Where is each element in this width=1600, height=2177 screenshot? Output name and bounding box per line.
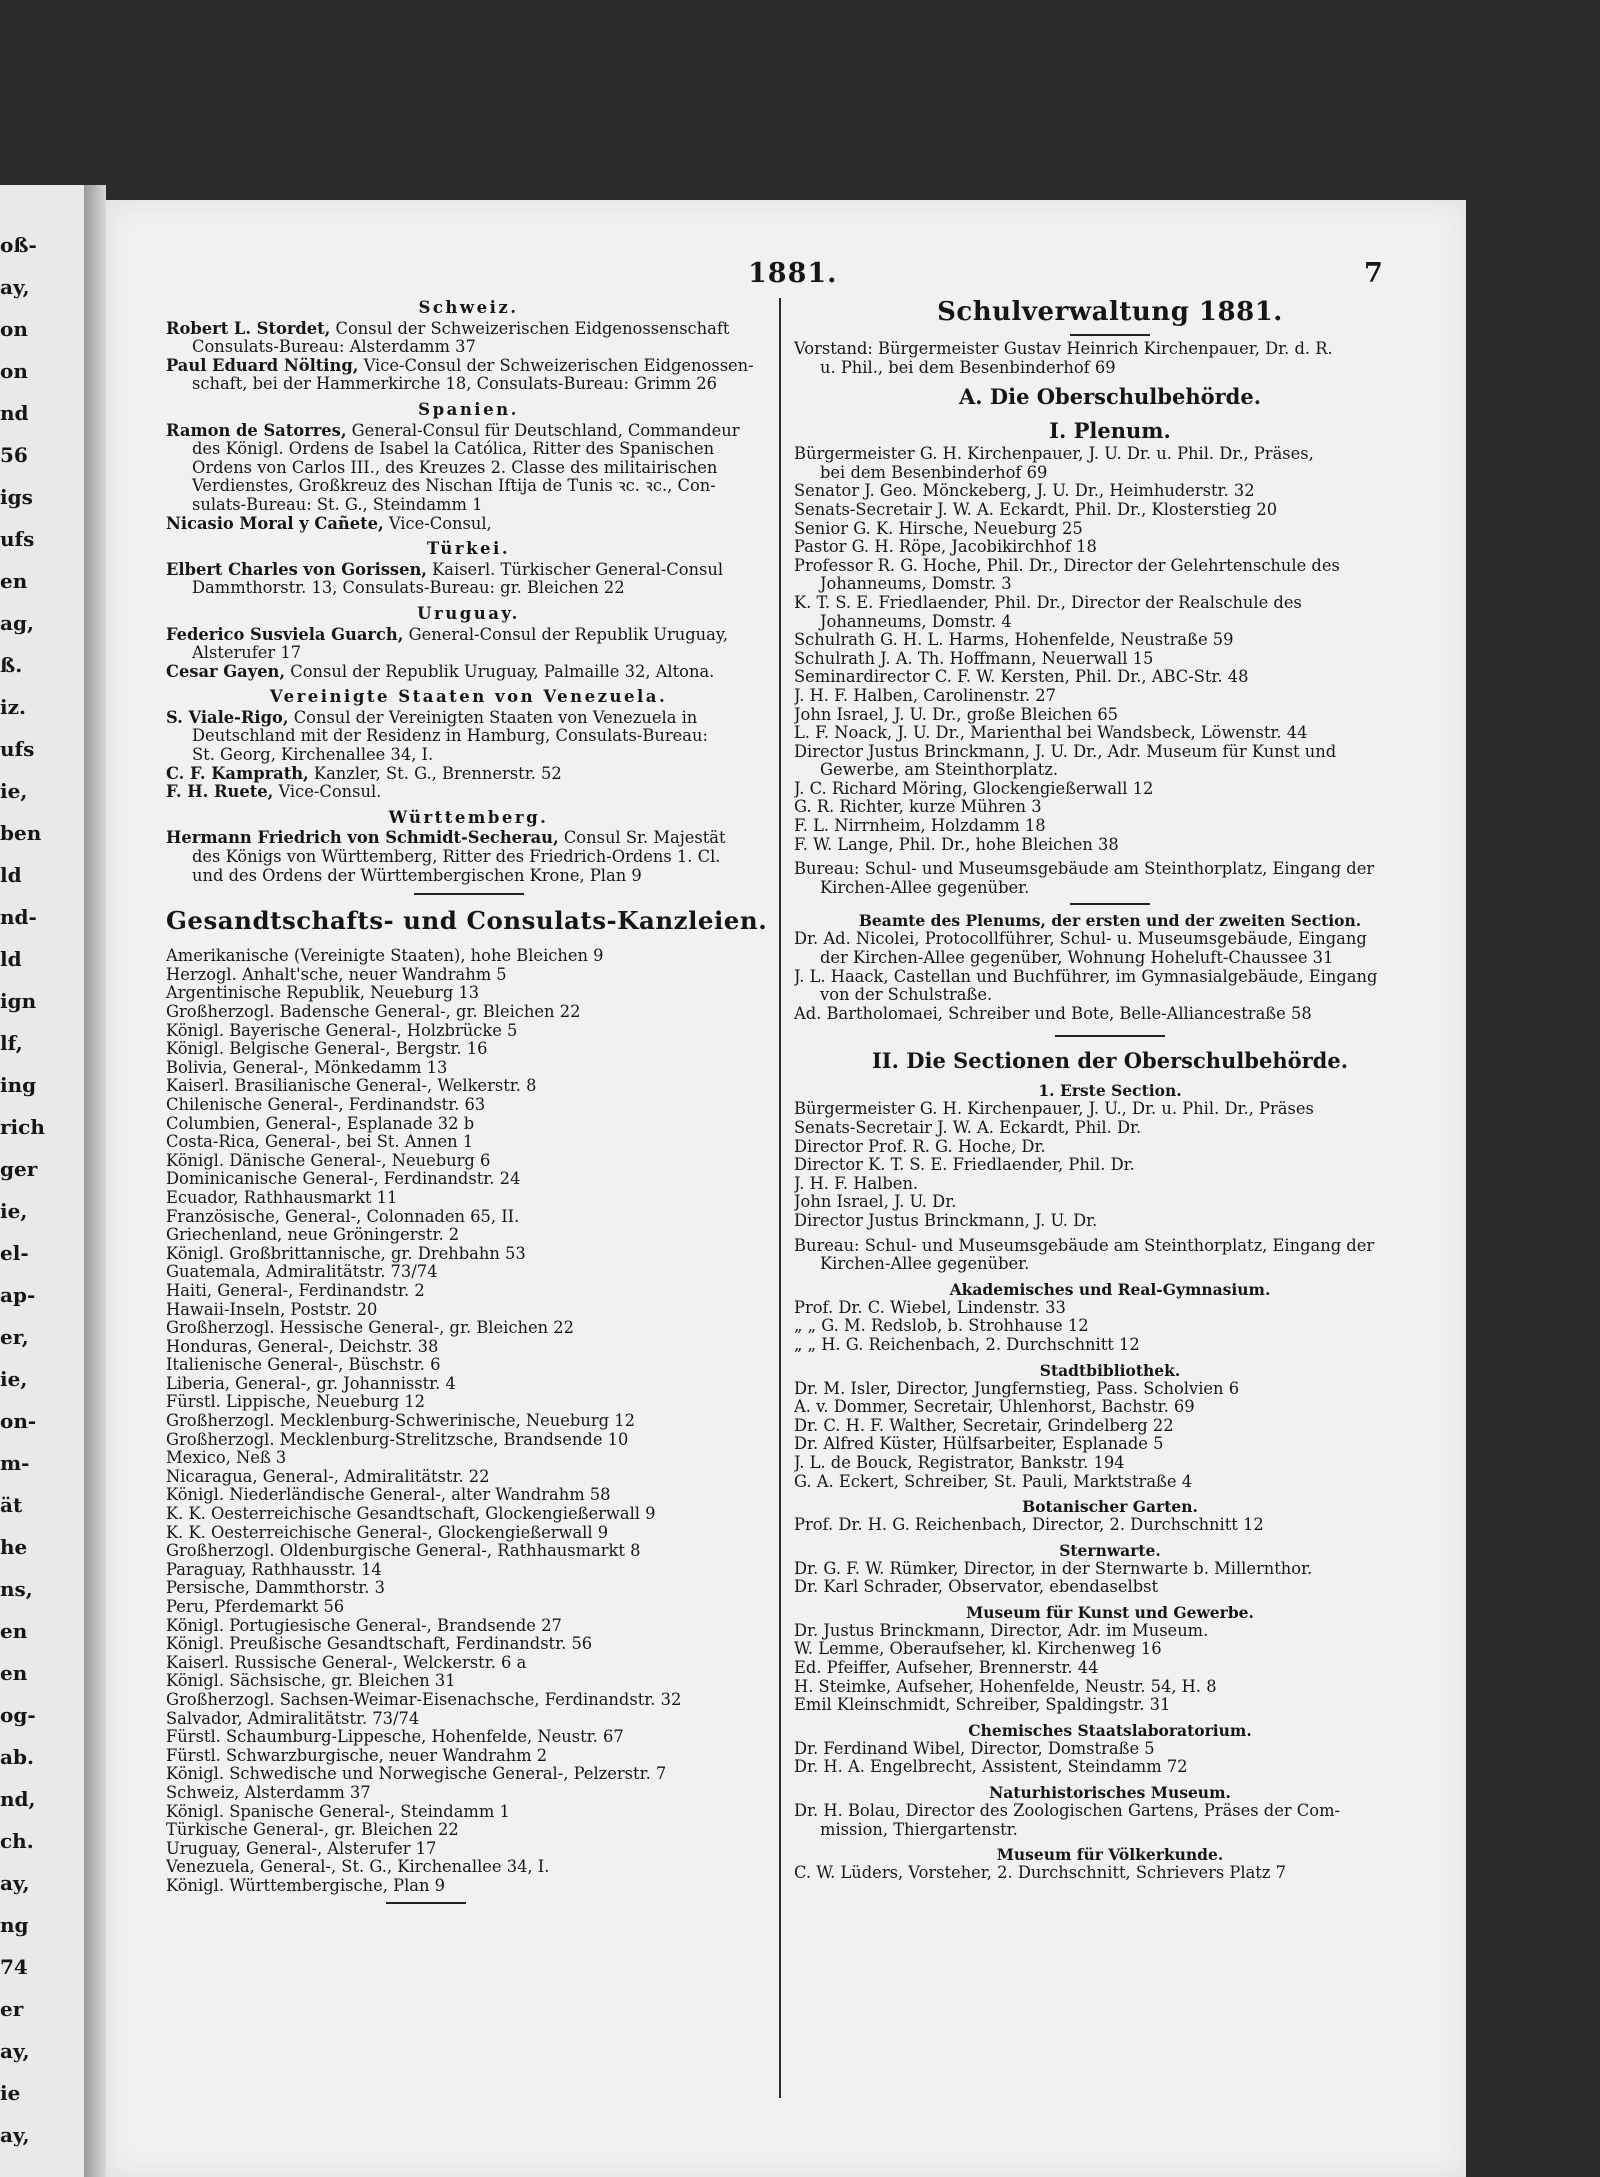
chancellery-entry: Italienische General-, Büschstr. 6 xyxy=(166,1356,441,1375)
institution-staff-line: Dr. Alfred Küster, Hülfsarbeiter, Esplanade 5 xyxy=(794,1435,1164,1454)
facing-page-fragment: er xyxy=(0,1997,24,2021)
bureau-line: Bureau: Schul- und Museumsgebäude am Steinthorplatz, Eingang der xyxy=(794,860,1375,879)
section-heading-turkey: Türkei. xyxy=(426,539,511,559)
facing-page-fragment: ign xyxy=(0,989,37,1013)
facing-page-fragment: ng xyxy=(0,1913,29,1937)
official-line: Ad. Bartholomaei, Schreiber und Bote, Belle-Alliancestraße 58 xyxy=(794,1004,1312,1023)
facing-page-fragment: 56 xyxy=(0,443,28,467)
vorstand-line: Vorstand: Bürgermeister Gustav Heinrich Kirchenpauer, Dr. d. R. xyxy=(794,340,1333,358)
chancellery-entry: Königl. Bayerische General-, Holzbrücke 5 xyxy=(166,1021,518,1040)
facing-page-fragment: ing xyxy=(0,1073,37,1097)
institution-staff-line: C. W. Lüders, Vorsteher, 2. Durchschnitt, Schrievers Platz 7 xyxy=(794,1864,1286,1883)
facing-page-fragment: ger xyxy=(0,1157,38,1181)
officials-heading: Beamte des Plenums, der ersten und der zweiten Section. xyxy=(858,911,1362,931)
vorstand-line: u. Phil., bei dem Besenbinderhof 69 xyxy=(820,358,1116,377)
institution-staff-line: Dr. M. Isler, Director, Jungfernstieg, Pass. Scholvien 6 xyxy=(794,1379,1240,1398)
institution-staff-line: Dr. Justus Brinckmann, Director, Adr. im Museum. xyxy=(794,1621,1209,1640)
facing-page-fragment: nd, xyxy=(0,1787,36,1811)
consul-details: Verdienstes, Großkreuz des Nischan Iftija de Tunis ꝛc. ꝛc., Con- xyxy=(192,477,716,496)
section-heading-switzerland: Schweiz. xyxy=(418,298,519,317)
chancellery-entry: Großherzogl. Mecklenburg-Schwerinische, Neueburg 12 xyxy=(166,1412,635,1431)
chancellery-entry: Fürstl. Schaumburg-Lippesche, Hohenfelde, Neustr. 67 xyxy=(166,1728,624,1747)
institution-staff-line: mission, Thiergartenstr. xyxy=(820,1820,1018,1839)
institution-staff-line: Prof. Dr. H. G. Reichenbach, Director, 2. Durchschnitt 12 xyxy=(794,1516,1264,1535)
chancellery-entry: Großherzogl. Badensche General-, gr. Bleichen 22 xyxy=(166,1003,581,1021)
chancellery-entry: Guatemala, Admiralitätstr. 73/74 xyxy=(166,1263,438,1282)
section-heading-wurttemberg: Württemberg. xyxy=(388,807,549,827)
facing-page-edge xyxy=(0,185,84,2177)
consul-name: Federico Susviela Guarch, xyxy=(166,625,404,644)
chancellery-entry: Fürstl. Lippische, Neueburg 12 xyxy=(166,1393,426,1412)
institution-heading-botanic: Botanischer Garten. xyxy=(1022,1497,1198,1517)
facing-page-fragment: ufs xyxy=(0,527,35,551)
facing-page-fragment: ie, xyxy=(0,1199,28,1223)
facing-page-fragment: ay, xyxy=(0,1871,30,1895)
institution-heading-chem_lab: Chemisches Staatslaboratorium. xyxy=(968,1720,1252,1740)
plenum-member-line: Johanneums, Domstr. 3 xyxy=(820,575,1012,594)
section-a-title: Die Oberschulbehörde. xyxy=(989,384,1262,410)
consul-details: Vice-Consul der Schweizerischen Eidgenossen- xyxy=(358,356,754,375)
sections-title: Die Sectionen der Oberschulbehörde. xyxy=(906,1048,1349,1074)
first-section-member: Director K. T. S. E. Friedlaender, Phil. Dr. xyxy=(794,1156,1135,1175)
chancellery-entry: Königl. Württembergische, Plan 9 xyxy=(166,1876,446,1895)
facing-page-fragment: ab. xyxy=(0,1745,34,1769)
consul-entry-line xyxy=(166,496,771,515)
chancellery-entry: Königl. Großbrittannische, gr. Drehbahn 53 xyxy=(166,1244,526,1263)
consul-details: Alsterufer 17 xyxy=(192,644,302,663)
bureau-line: Kirchen-Allee gegenüber. xyxy=(820,878,1030,897)
facing-page-fragment: he xyxy=(0,1535,28,1559)
facing-page-fragment: ay, xyxy=(0,275,30,299)
consul-entry-line xyxy=(166,440,771,459)
institution-staff-line: W. Lemme, Oberaufseher, kl. Kirchenweg 16 xyxy=(794,1640,1162,1659)
facing-page-fragment: m- xyxy=(0,1451,30,1475)
title-rule xyxy=(1070,334,1150,336)
plenum-member-line: Senats-Secretair J. W. A. Eckardt, Phil. Dr., Klosterstieg 20 xyxy=(794,500,1278,519)
consul-entry-line xyxy=(166,477,771,496)
plenum-member-line: Director Justus Brinckmann, J. U. Dr., Adr. Museum für Kunst und xyxy=(794,742,1337,761)
plenum-member-line: K. T. S. E. Friedlaender, Phil. Dr., Director der Realschule des xyxy=(794,593,1302,612)
consul-details: Kaiserl. Türkischer General-Consul xyxy=(426,560,724,579)
facing-page-fragment: en xyxy=(0,1661,28,1685)
plenum-member-line: John Israel, J. U. Dr., große Bleichen 65 xyxy=(794,705,1119,724)
chancellery-entry: Mexico, Neß 3 xyxy=(166,1449,287,1468)
facing-page-fragment: ch. xyxy=(0,1829,34,1853)
consul-details: und des Ordens der Württembergischen Krone, Plan 9 xyxy=(192,866,642,885)
consul-name: Cesar Gayen, xyxy=(166,662,286,681)
plenum-member-line: Schulrath J. A. Th. Hoffmann, Neuerwall 15 xyxy=(794,649,1154,668)
consul-entry-line xyxy=(166,783,771,802)
chancellery-entry: Schweiz, Alsterdamm 37 xyxy=(166,1783,371,1802)
chancellery-entry: Königl. Preußische Gesandtschaft, Ferdinandstr. 56 xyxy=(166,1635,593,1654)
consul-name: Paul Eduard Nölting, xyxy=(166,356,359,375)
page-number: 7 xyxy=(1364,258,1383,289)
chancellery-entry: Königl. Schwedische und Norwegische General-, Pelzerstr. 7 xyxy=(166,1765,667,1784)
facing-page-fragment: on xyxy=(0,317,28,341)
consul-details: Kanzler, St. G., Brennerstr. 52 xyxy=(308,764,562,783)
chancellery-entry: Türkische General-, gr. Bleichen 22 xyxy=(166,1821,459,1840)
chancellery-entry: Hawaii-Inseln, Poststr. 20 xyxy=(166,1300,378,1319)
institution-staff-line: Dr. Karl Schrader, Observator, ebendaselbst xyxy=(794,1578,1159,1597)
institution-staff-line: Emil Kleinschmidt, Schreiber, Spaldingstr. 31 xyxy=(794,1696,1171,1715)
consul-name: C. F. Kamprath, xyxy=(166,764,309,783)
first-section-member: Director Prof. R. G. Hoche, Dr. xyxy=(794,1137,1046,1156)
chancellery-entry: Königl. Portugiesische General-, Brandsende 27 xyxy=(166,1616,562,1635)
end-divider xyxy=(386,1902,466,1904)
consul-details: Consulats-Bureau: Alsterdamm 37 xyxy=(192,338,476,357)
facing-page-fragment: ap- xyxy=(0,1283,36,1307)
facing-page-fragment: nd xyxy=(0,401,29,425)
facing-page-fragment: er, xyxy=(0,1325,29,1349)
left-column xyxy=(166,292,771,1908)
chancellery-entry: Venezuela, General-, St. G., Kirchenallee 34, I. xyxy=(166,1858,550,1877)
consul-entry-line xyxy=(166,709,771,728)
consul-entry-line xyxy=(166,848,771,867)
plenum-heading: I. Plenum. xyxy=(1049,418,1171,444)
chancellery-entry: Salvador, Admiralitätstr. 73/74 xyxy=(166,1709,420,1728)
consul-name: Nicasio Moral y Cañete, xyxy=(166,514,384,533)
plenum-member-line: Schulrath G. H. L. Harms, Hohenfelde, Neustraße 59 xyxy=(794,631,1234,650)
chancellery-entry: Fürstl. Schwarzburgische, neuer Wandrahm 2 xyxy=(166,1746,548,1765)
consul-name: F. H. Ruete, xyxy=(166,783,274,802)
consul-name: Ramon de Satorres, xyxy=(166,421,347,440)
facing-page-fragment: ät xyxy=(0,1493,23,1517)
section-heading-venezuela: Vereinigte Staaten von Venezuela. xyxy=(269,687,668,707)
plenum-member-line: J. H. F. Halben, Carolinenstr. 27 xyxy=(794,686,1057,705)
consul-name: Robert L. Stordet, xyxy=(166,319,331,338)
consul-details: schaft, bei der Hammerkirche 18, Consulats-Bureau: Grimm 26 xyxy=(192,375,717,394)
plenum-member-line: Senator J. Geo. Mönckeberg, J. U. Dr., Heimhuderstr. 32 xyxy=(794,482,1255,501)
chancellery-entry: Großherzogl. Oldenburgische General-, Rathhausmarkt 8 xyxy=(166,1542,641,1561)
plenum-member-line: Pastor G. H. Röpe, Jacobikirchhof 18 xyxy=(794,538,1097,557)
consul-details: des Königl. Ordens de Isabel la Católica, Ritter des Spanischen xyxy=(192,440,715,459)
plenum-member-line: F. L. Nirrnheim, Holzdamm 18 xyxy=(794,817,1046,836)
facing-page-fragment: igs xyxy=(0,485,33,509)
chancellery-entry: Argentinische Republik, Neueburg 13 xyxy=(166,984,480,1003)
section-heading-spain: Spanien. xyxy=(418,399,519,419)
plenum-member-line: Professor R. G. Hoche, Phil. Dr., Director der Gelehrtenschule des xyxy=(794,556,1340,575)
first-section-member: J. H. F. Halben. xyxy=(794,1174,919,1193)
consul-details: Deutschland mit der Residenz in Hamburg, Consulats-Bureau: xyxy=(192,727,708,746)
consul-details: St. Georg, Kirchenallee 34, I. xyxy=(192,746,434,765)
consul-entry-line xyxy=(166,746,771,765)
institution-heading-library: Stadtbibliothek. xyxy=(1039,1360,1181,1380)
chancellery-entry: Persische, Dammthorstr. 3 xyxy=(166,1579,386,1598)
chancellery-entry: Nicaragua, General-, Admiralitätstr. 22 xyxy=(166,1467,490,1486)
chancellery-entry: Liberia, General-, gr. Johannisstr. 4 xyxy=(166,1374,456,1393)
institution-staff-line: Dr. G. F. W. Rümker, Director, in der Sternwarte b. Millernthor. xyxy=(794,1559,1313,1578)
consul-entry-line xyxy=(166,561,771,580)
consul-entry-line xyxy=(166,579,771,598)
consul-details: Vice-Consul, xyxy=(383,514,492,533)
consul-details: Dammthorstr. 13, Consulats-Bureau: gr. Bleichen 22 xyxy=(192,579,625,598)
consul-details: des Königs von Württemberg, Ritter des Friedrich-Ordens 1. Cl. xyxy=(192,848,721,867)
consul-entry-line xyxy=(166,357,771,376)
chancellery-entry: Griechenland, neue Gröningerstr. 2 xyxy=(166,1226,460,1245)
chancellery-entry: Dominicanische General-, Ferdinandstr. 24 xyxy=(166,1170,521,1189)
chancellery-entry: Ecuador, Rathhausmarkt 11 xyxy=(166,1188,398,1207)
official-line: Dr. Ad. Nicolei, Protocollführer, Schul- u. Museumsgebäude, Eingang xyxy=(794,930,1367,949)
consul-name: Elbert Charles von Gorissen, xyxy=(166,560,427,579)
plenum-member-line: Gewerbe, am Steinthorplatz. xyxy=(820,761,1058,780)
institution-staff-line: Dr. H. A. Engelbrecht, Assistent, Steindamm 72 xyxy=(794,1758,1188,1777)
chancellery-entry: Königl. Niederländische General-, alter Wandrahm 58 xyxy=(166,1486,611,1505)
facing-page-fragment: el- xyxy=(0,1241,29,1265)
chancellery-entry: Königl. Dänische General-, Neueburg 6 xyxy=(166,1151,491,1170)
chancellery-entry: Haiti, General-, Ferdinandstr. 2 xyxy=(166,1281,425,1300)
consul-entry-line xyxy=(166,515,771,534)
chancellery-entry: Französische, General-, Colonnaden 65, II. xyxy=(166,1207,520,1226)
bureau-line: Bureau: Schul- und Museumsgebäude am Steinthorplatz, Eingang der xyxy=(794,1236,1375,1255)
book-gutter xyxy=(84,185,106,2177)
plenum-member-line: bei dem Besenbinderhof 69 xyxy=(820,463,1048,482)
chancellery-entry: Columbien, General-, Esplanade 32 b xyxy=(166,1114,475,1133)
consul-entry-line xyxy=(166,375,771,394)
facing-page-fragment: ay, xyxy=(0,2123,30,2147)
institution-staff-line: Ed. Pfeiffer, Aufseher, Brennerstr. 44 xyxy=(794,1659,1099,1678)
chancellery-entry: Chilenische General-, Ferdinandstr. 63 xyxy=(166,1095,486,1114)
chancelleries-heading: Gesandtschafts- und Consulats-Kanzleien. xyxy=(166,906,768,936)
consul-entry-line xyxy=(166,422,771,441)
facing-page-fragment: on xyxy=(0,359,28,383)
facing-page-fragment: ay, xyxy=(0,2039,30,2063)
facing-page-fragment: ld xyxy=(0,947,22,971)
official-line: von der Schulstraße. xyxy=(820,986,993,1005)
plenum-member-line: J. C. Richard Möring, Glockengießerwall 12 xyxy=(794,779,1154,798)
chancellery-entry: Peru, Pferdemarkt 56 xyxy=(166,1598,345,1616)
chancellery-entry: Großherzogl. Hessische General-, gr. Bleichen 22 xyxy=(166,1319,574,1338)
column-divider xyxy=(779,298,781,2098)
consul-name: S. Viale-Rigo, xyxy=(166,708,289,727)
consul-details: Consul der Schweizerischen Eidgenossenschaft xyxy=(330,319,730,338)
section-a-letter: A. xyxy=(958,384,983,410)
chancellery-entry: Königl. Spanische General-, Steindamm 1 xyxy=(166,1802,510,1821)
chancellery-entry: Herzogl. Anhalt'sche, neuer Wandrahm 5 xyxy=(166,965,507,984)
first-section-heading: 1. Erste Section. xyxy=(1038,1081,1182,1101)
consul-details: Consul Sr. Majestät xyxy=(558,829,726,848)
section-heading-uruguay: Uruguay. xyxy=(417,603,520,623)
consul-entry-line xyxy=(166,765,771,784)
section-a-heading xyxy=(794,383,1426,411)
chancellery-entry: Königl. Belgische General-, Bergstr. 16 xyxy=(166,1040,488,1059)
consul-details: Consul der Vereinigten Staaten von Venezuela in xyxy=(288,708,698,727)
facing-page-fragment: og- xyxy=(0,1703,36,1727)
chancellery-entry: Großherzogl. Mecklenburg-Strelitzsche, Brandsende 10 xyxy=(166,1430,629,1449)
facing-page-fragment: rich xyxy=(0,1115,45,1139)
facing-page-fragment: ß. xyxy=(0,653,23,677)
chancellery-entry: Großherzogl. Sachsen-Weimar-Eisenachsche, Ferdinandstr. 32 xyxy=(166,1690,682,1709)
facing-page-fragment: ben xyxy=(0,821,42,845)
facing-page-fragment: iz. xyxy=(0,695,26,719)
plenum-member-line: Senior G. K. Hirsche, Neueburg 25 xyxy=(794,519,1083,538)
facing-page-fragment: ld xyxy=(0,863,22,887)
institution-staff-line: Dr. C. H. F. Walther, Secretair, Grindelberg 22 xyxy=(794,1416,1174,1435)
facing-page-fragment: ufs xyxy=(0,737,35,761)
consul-details: General-Consul für Deutschland, Commandeur xyxy=(346,421,740,440)
sections-heading xyxy=(794,1047,1426,1075)
facing-page-fragment: ie, xyxy=(0,1367,28,1391)
chancellery-entry: Amerikanische (Vereinigte Staaten), hohe Bleichen 9 xyxy=(166,947,604,966)
chancellery-entry: Bolivia, General-, Mönkedamm 13 xyxy=(166,1058,448,1077)
institution-heading-gymnasium: Akademisches und Real-Gymnasium. xyxy=(949,1279,1271,1299)
chancellery-entry: Kaiserl. Brasilianische General-, Welkerstr. 8 xyxy=(166,1077,537,1096)
consul-entry-line xyxy=(166,867,771,886)
consul-details: Ordens von Carlos III., des Kreuzes 2. Classe des militairischen xyxy=(192,458,718,477)
first-section-bureau xyxy=(794,1237,1426,1274)
school-admin-title: Schulverwaltung 1881. xyxy=(937,297,1283,327)
consul-entry-line xyxy=(166,663,771,682)
chancellery-entry: Königl. Sächsische, gr. Bleichen 31 xyxy=(166,1672,456,1691)
first-section-member: Senats-Secretair J. W. A. Eckardt, Phil. Dr. xyxy=(794,1119,1142,1137)
plenum-member-line: Johanneums, Domstr. 4 xyxy=(820,612,1012,631)
institution-heading-ethnology: Museum für Völkerkunde. xyxy=(996,1845,1224,1865)
chancellery-entry: K. K. Oesterreichische Gesandtschaft, Glockengießerwall 9 xyxy=(166,1505,656,1524)
page-year: 1881. xyxy=(748,258,838,289)
right-column xyxy=(794,292,1426,1883)
plenum-member-line: Bürgermeister G. H. Kirchenpauer, J. U. Dr. u. Phil. Dr., Präses, xyxy=(794,445,1314,464)
consul-entry-line xyxy=(166,320,771,339)
plenum-member-line: L. F. Noack, J. U. Dr., Marienthal bei Wandsbeck, Löwenstr. 44 xyxy=(794,724,1308,743)
institution-staff-line: H. Steimke, Aufseher, Hohenfelde, Neustr. 54, H. 8 xyxy=(794,1677,1217,1696)
bureau-line: Kirchen-Allee gegenüber. xyxy=(820,1255,1030,1274)
consul-entry-line xyxy=(166,727,771,746)
institution-staff-line: G. A. Eckert, Schreiber, St. Pauli, Marktstraße 4 xyxy=(794,1472,1193,1491)
institution-staff-line: „ „ H. G. Reichenbach, 2. Durchschnitt 12 xyxy=(794,1335,1140,1354)
consul-entry-line xyxy=(166,829,771,848)
institution-staff-line: Dr. H. Bolau, Director des Zoologischen Gartens, Präses der Com- xyxy=(794,1802,1341,1821)
consul-entry-line xyxy=(166,459,771,478)
section-divider xyxy=(1055,1035,1165,1037)
facing-page-fragment: ns, xyxy=(0,1577,33,1601)
section-divider xyxy=(414,893,524,895)
sections-numeral: II. xyxy=(871,1048,899,1074)
institution-heading-museum_art: Museum für Kunst und Gewerbe. xyxy=(966,1602,1254,1622)
plenum-member-line: G. R. Richter, kurze Mühren 3 xyxy=(794,798,1042,817)
facing-page-fragment: ag, xyxy=(0,611,34,635)
consul-entry-line xyxy=(166,644,771,663)
facing-page-fragment: en xyxy=(0,569,28,593)
facing-page-fragment: nd- xyxy=(0,905,37,929)
institution-staff-line: Dr. Ferdinand Wibel, Director, Domstraße 5 xyxy=(794,1739,1155,1758)
facing-page-fragment: ie xyxy=(0,2081,21,2105)
consul-details: sulats-Bureau: St. G., Steindamm 1 xyxy=(192,495,483,514)
section-divider xyxy=(1070,903,1150,905)
facing-page-fragment: lf, xyxy=(0,1031,23,1055)
chancellery-entry: Uruguay, General-, Alsterufer 17 xyxy=(166,1839,437,1858)
institution-staff-line: „ „ G. M. Redslob, b. Strohhause 12 xyxy=(794,1317,1089,1336)
institution-staff-line: Prof. Dr. C. Wiebel, Lindenstr. 33 xyxy=(794,1298,1066,1317)
institution-staff-line: J. L. de Bouck, Registrator, Bankstr. 194 xyxy=(794,1453,1125,1472)
consul-details: General-Consul der Republik Uruguay, xyxy=(403,625,729,644)
facing-page-fragment: en xyxy=(0,1619,28,1643)
chancellery-entry: Honduras, General-, Deichstr. 38 xyxy=(166,1337,439,1356)
chancellery-entry: Kaiserl. Russische General-, Welckerstr. 6 a xyxy=(166,1653,527,1672)
chancellery-entry: Paraguay, Rathhausstr. 14 xyxy=(166,1560,382,1579)
facing-page-fragment: on- xyxy=(0,1409,37,1433)
consul-details: Vice-Consul. xyxy=(273,783,382,802)
plenum-member-line: F. W. Lange, Phil. Dr., hohe Bleichen 38 xyxy=(794,835,1119,854)
facing-page-fragment: 74 xyxy=(0,1955,28,1979)
plenum-bureau xyxy=(794,860,1426,897)
consul-details: Consul der Republik Uruguay, Palmaille 32, Altona. xyxy=(285,662,715,681)
institution-heading-natural_history: Naturhistorisches Museum. xyxy=(989,1783,1231,1803)
consul-entry-line xyxy=(166,626,771,645)
facing-page-fragment: ie, xyxy=(0,779,28,803)
institution-staff-line: A. v. Dommer, Secretair, Uhlenhorst, Bachstr. 69 xyxy=(794,1398,1195,1417)
first-section-member: Director Justus Brinckmann, J. U. Dr. xyxy=(794,1211,1098,1230)
official-line: der Kirchen-Allee gegenüber, Wohnung Hoheluft-Chaussee 31 xyxy=(820,949,1334,968)
chancellery-entry: K. K. Oesterreichische General-, Glockengießerwall 9 xyxy=(166,1523,609,1542)
institution-heading-observatory: Sternwarte. xyxy=(1059,1540,1161,1560)
chancellery-entry: Costa-Rica, General-, bei St. Annen 1 xyxy=(166,1133,474,1152)
facing-page-fragment: oß- xyxy=(0,233,37,257)
consul-entry-line xyxy=(166,338,771,357)
plenum-member-line: Seminardirector C. F. W. Kersten, Phil. Dr., ABC-Str. 48 xyxy=(794,668,1249,687)
book-page xyxy=(106,200,1466,2177)
first-section-member: Bürgermeister G. H. Kirchenpauer, J. U., Dr. u. Phil. Dr., Präses xyxy=(794,1100,1314,1119)
consul-name: Hermann Friedrich von Schmidt-Secherau, xyxy=(166,829,559,848)
official-line: J. L. Haack, Castellan und Buchführer, im Gymnasialgebäude, Eingang xyxy=(794,967,1378,986)
first-section-member: John Israel, J. U. Dr. xyxy=(794,1193,957,1212)
